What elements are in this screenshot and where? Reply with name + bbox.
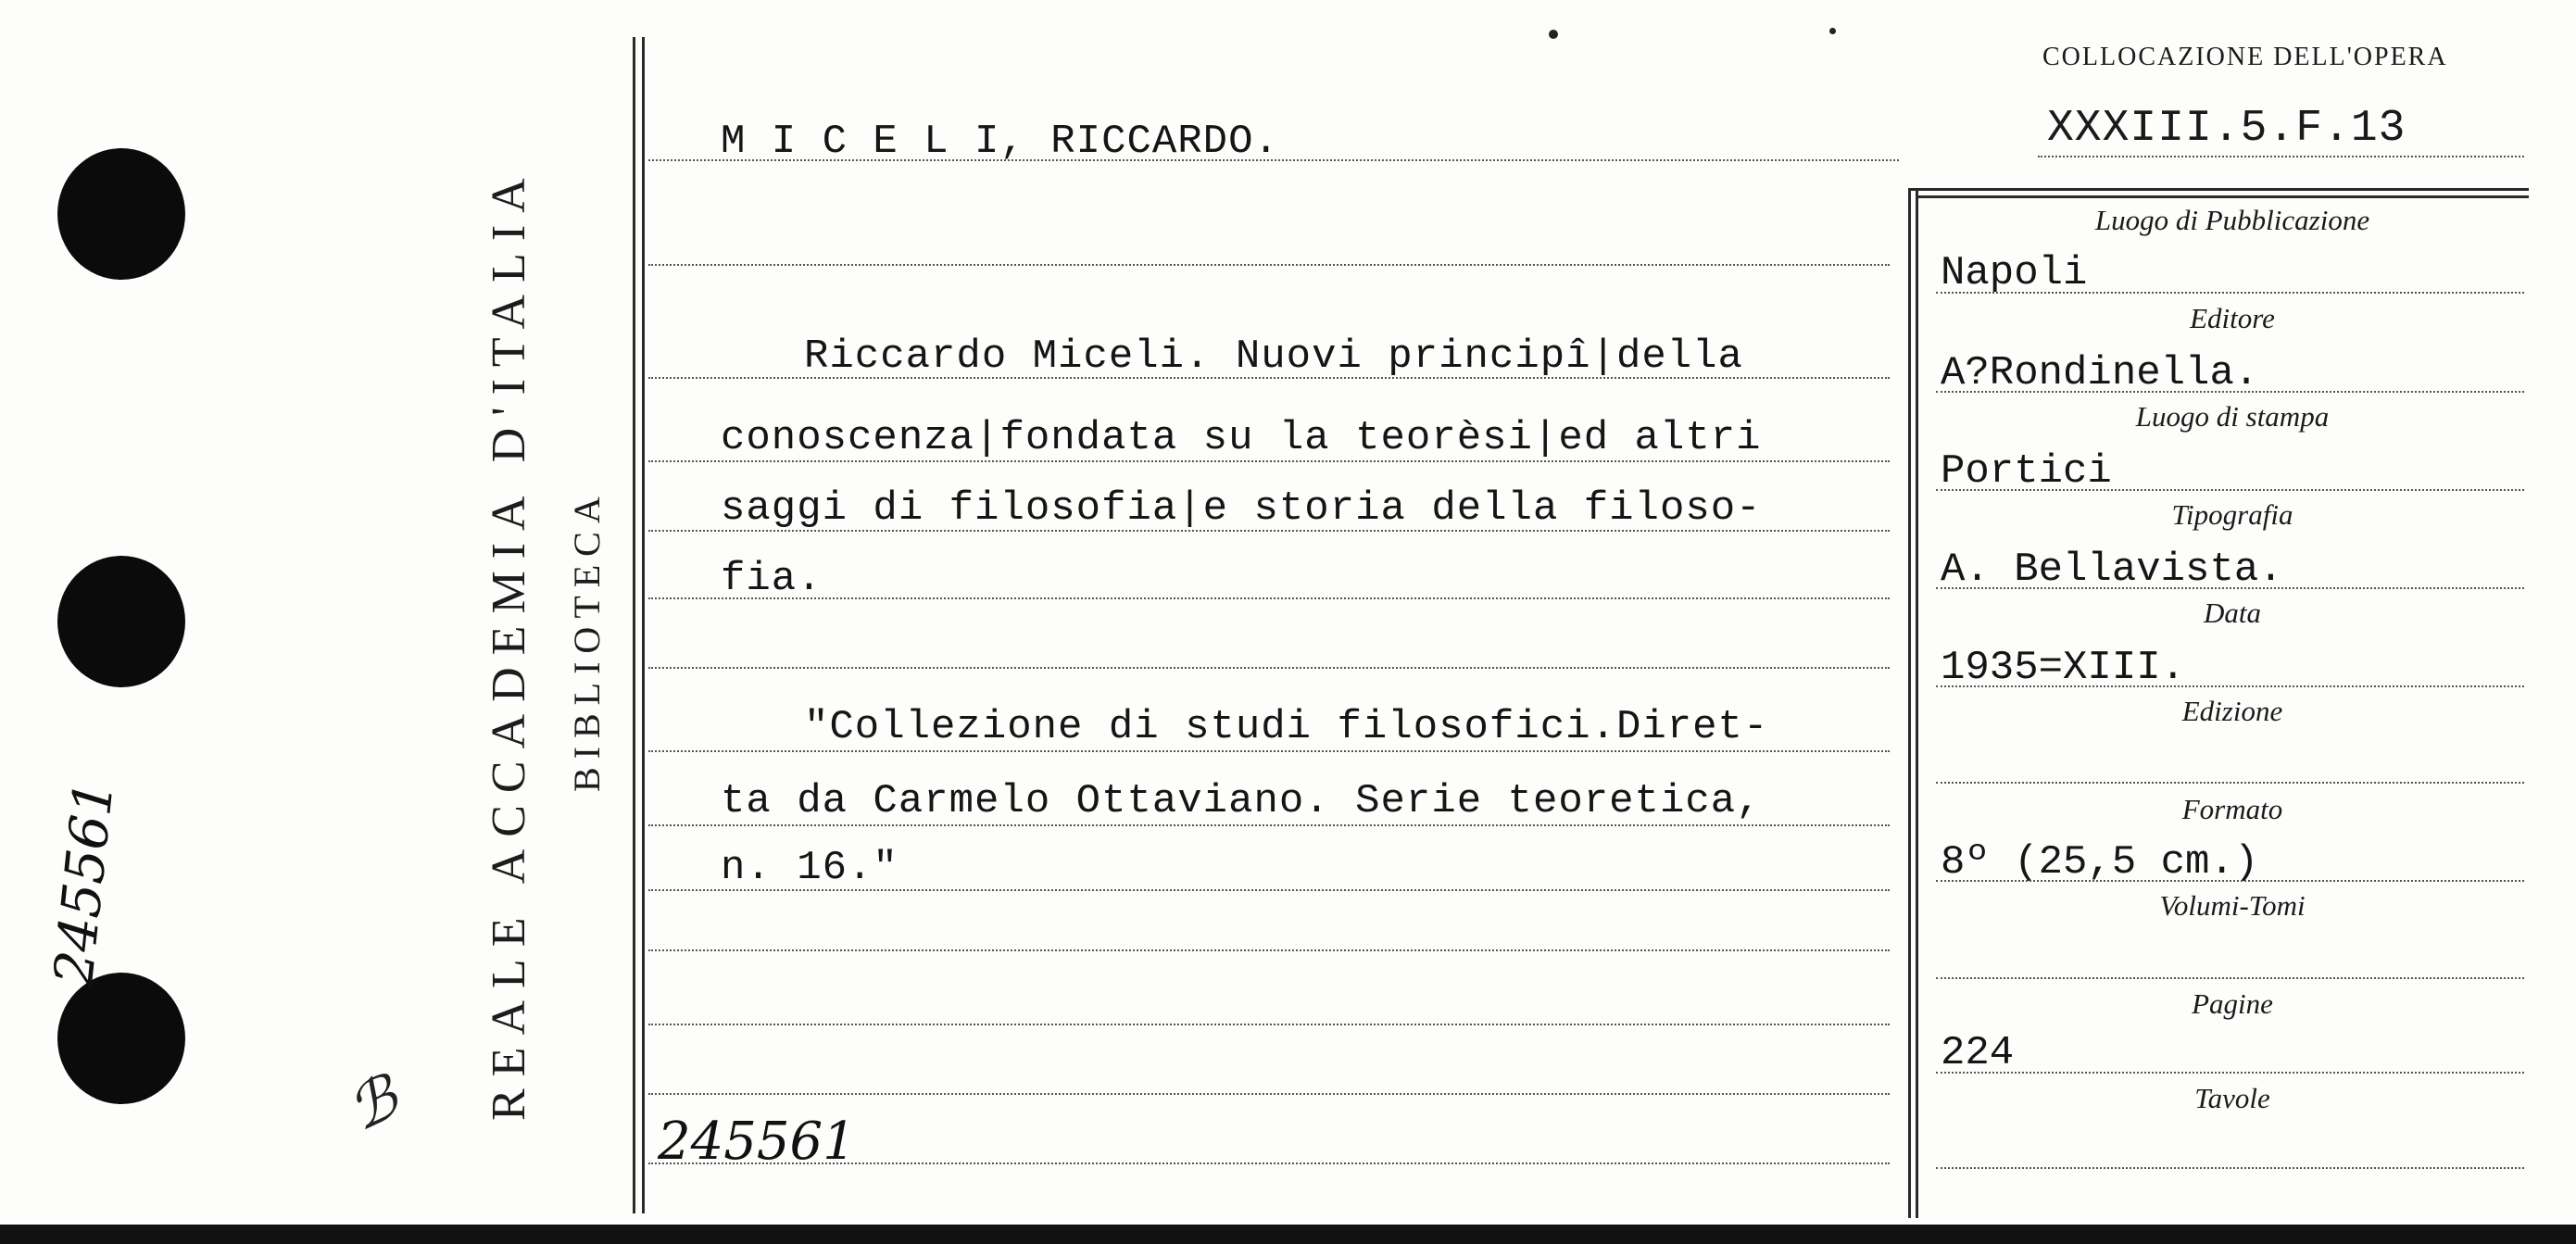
series-line: ta da Carmelo Ottaviano. Serie teoretica,: [721, 778, 1762, 824]
ruled-line: [648, 1024, 1890, 1025]
field-line: [1936, 489, 2524, 491]
ruled-line: [648, 949, 1890, 951]
title-line: Riccardo Miceli. Nuovi principî|della: [804, 333, 1743, 380]
series-line: "Collezione di studi filosofici.Diret-: [804, 704, 1769, 750]
ruled-line: [648, 1093, 1890, 1095]
field-line: [1936, 685, 2524, 687]
inventory-handwritten-number: 245561: [658, 1112, 856, 1172]
field-label-luogo-pubblicazione: Luogo di Pubblicazione: [2094, 204, 2370, 236]
field-label-luogo-stampa: Luogo di stampa: [2135, 400, 2330, 433]
ruled-line: [648, 750, 1890, 752]
ruled-line: [648, 264, 1890, 266]
collocation-line: [2038, 156, 2524, 157]
collocation-value: XXXIII.5.F.13: [2047, 104, 2406, 154]
field-line: [1936, 782, 2524, 784]
field-value-pagine: 224: [1941, 1030, 2015, 1076]
institution-name: REALE ACCADEMIA D'ITALIA: [483, 166, 535, 1121]
margin-handwritten-number: 245561: [42, 777, 126, 989]
series-line: n. 16.": [721, 845, 898, 891]
punch-hole-bottom: [57, 973, 185, 1104]
field-line: [1936, 391, 2524, 393]
field-value-tipografia: A. Bellavista.: [1941, 547, 2283, 593]
field-value-formato: 8º (25,5 cm.): [1941, 839, 2259, 886]
ruled-line: [648, 667, 1890, 669]
right-panel-top-rule-b: [1916, 195, 2529, 198]
title-line: conoscenza|fondata su la teorèsi|ed altri: [721, 415, 1762, 461]
ink-speck: [1829, 28, 1836, 34]
author-heading: M I C E L I, RICCARDO.: [721, 119, 1279, 165]
field-label-edizione: Edizione: [2181, 695, 2283, 727]
punch-hole-middle: [57, 556, 185, 687]
title-line: fia.: [721, 556, 823, 602]
right-panel-rule-a: [1908, 190, 1911, 1218]
punch-hole-top: [57, 148, 185, 280]
ruled-line: [648, 824, 1890, 826]
field-value-editore: A?Rondinella.: [1941, 350, 2259, 396]
field-value-luogo-pubblicazione: Napoli: [1941, 250, 2088, 296]
handwritten-initial-mark: ℬ: [337, 1062, 409, 1146]
field-label-volumi-tomi: Volumi-Tomi: [2159, 889, 2306, 922]
field-label-tavole: Tavole: [2194, 1082, 2270, 1114]
collocation-label: COLLOCAZIONE DELL'OPERA: [2042, 43, 2448, 71]
scan-bottom-edge: [0, 1225, 2576, 1244]
field-line: [1936, 1072, 2524, 1074]
ink-speck: [1549, 30, 1558, 39]
left-double-rule-b: [642, 37, 645, 1213]
field-label-tipografia: Tipografia: [2171, 498, 2293, 531]
field-value-data: 1935=XIII.: [1941, 645, 2186, 691]
ruled-line: [648, 597, 1890, 599]
field-line: [1936, 977, 2524, 979]
library-name: BIBLIOTECA: [566, 488, 608, 792]
field-label-pagine: Pagine: [2192, 987, 2273, 1020]
field-line: [1936, 587, 2524, 589]
field-label-data: Data: [2204, 597, 2261, 629]
title-line: saggi di filosofia|e storia della filoso-: [721, 485, 1762, 532]
right-panel-top-rule-a: [1908, 188, 2529, 191]
right-panel-rule-b: [1916, 190, 1918, 1218]
field-line: [1936, 880, 2524, 882]
left-double-rule-a: [633, 37, 635, 1213]
field-label-editore: Editore: [2190, 302, 2275, 334]
field-label-formato: Formato: [2181, 793, 2283, 825]
field-value-luogo-stampa: Portici: [1941, 448, 2112, 495]
field-line: [1936, 292, 2524, 294]
field-line: [1936, 1167, 2524, 1169]
